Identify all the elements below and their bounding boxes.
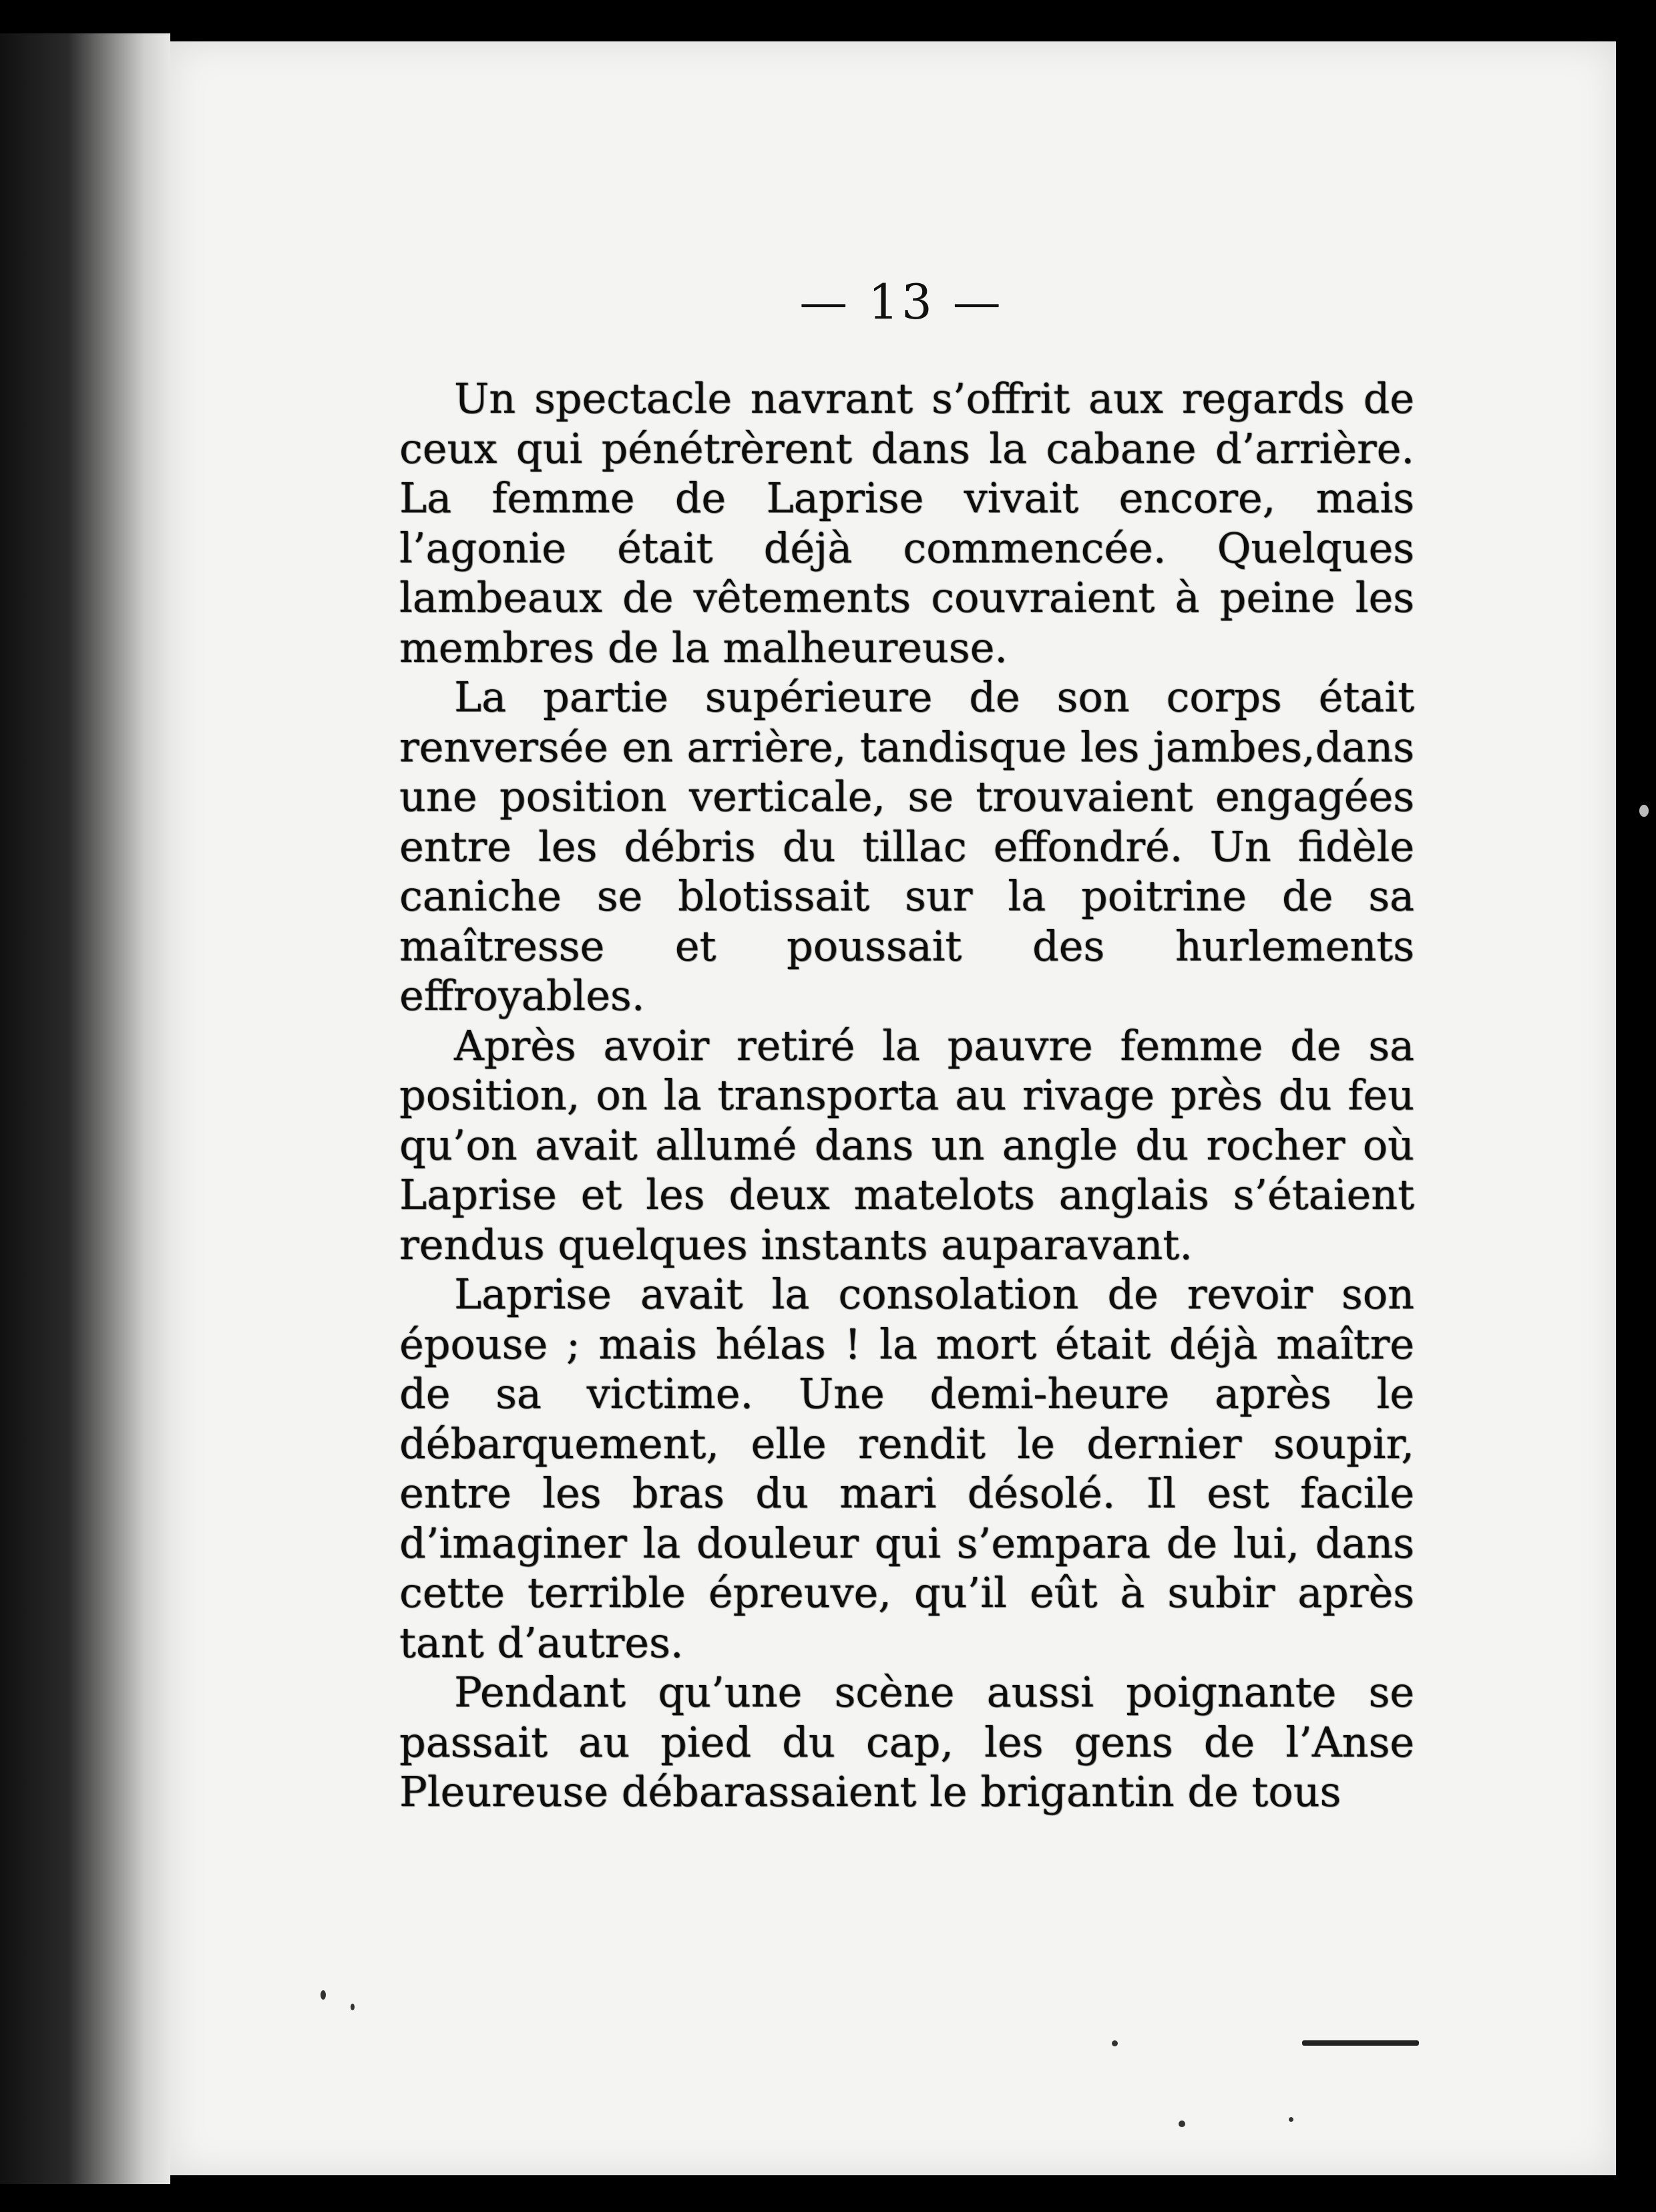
scan-top-border (0, 0, 1656, 41)
paragraph: Pendant qu’une scène aussi poignante se passait au pied du cap, les gens de l’Anse Pleureuse débarassaient le brigantin de tous (399, 1668, 1414, 1816)
print-speck (321, 1990, 326, 2000)
paragraph: Après avoir retiré la pauvre femme de sa position, on la transporta au rivage près du feu qu’on avait allumé dans un angle du rocher où Laprise et les deux matelots anglais s’étaient rendus quelques instants auparavant. (399, 1021, 1414, 1269)
page-body-text (399, 374, 1414, 1817)
print-speck (1112, 2040, 1118, 2046)
print-speck (1289, 2117, 1293, 2122)
print-speck (351, 2004, 355, 2010)
page-number: — 13 — (799, 274, 1004, 330)
paragraph: Un spectacle navrant s’offrit aux regards de ceux qui pénétrèrent dans la cabane d’arrière. La femme de Laprise vivait encore, mais l’agonie était déjà commencée. Quelques lambeaux de vêtements couvraient à peine les membres de la malheureuse. (399, 374, 1414, 672)
end-ornament (1302, 2040, 1419, 2046)
paragraph: Laprise avait la consolation de revoir son épouse ; mais hélas ! la mort était déjà maître de sa victime. Une demi-heure après le débarquement, elle rendit le dernier soupir, entre les bras du mari désolé. Il est facile d’imaginer la douleur qui s’empara de lui, dans cette terrible épreuve, qu’il eût à subir après tant d’autres. (399, 1270, 1414, 1667)
paragraph: La partie supérieure de son corps était renversée en arrière, tandisque les jambes,dans une position verticale, se trouvaient engagées entre les débris du tillac effondré. Un fidèle caniche se blotissait sur la poitrine de sa maîtresse et poussait des hurlements effroyables. (399, 673, 1414, 1020)
print-speck (1179, 2121, 1185, 2127)
print-speck (1639, 805, 1649, 817)
book-gutter (0, 33, 170, 2184)
